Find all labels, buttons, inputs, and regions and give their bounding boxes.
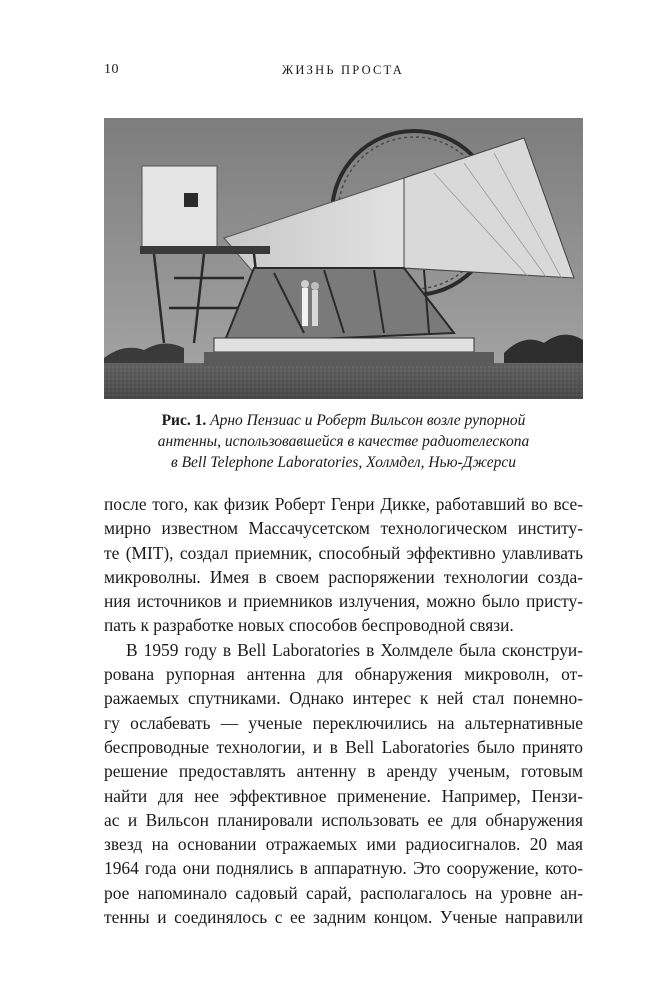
text-line: беспроводные технологии, и в Bell Laboratories было принято bbox=[104, 736, 583, 757]
text-line: 1964 года они поднялись в аппаратную. Это сооружение, кото- bbox=[104, 858, 583, 879]
text-line: В 1959 году в Bell Laboratories в Холмделе была сконструи- bbox=[126, 639, 583, 660]
text-line: решение предоставлять антенну в аренду ученым, готовым bbox=[104, 761, 583, 782]
running-title: ЖИЗНЬ ПРОСТА bbox=[282, 63, 404, 77]
caption-line bbox=[104, 410, 583, 431]
page-number: 10 bbox=[104, 62, 119, 77]
text-line: после того, как физик Роберт Генри Дикке, работавший во все- bbox=[104, 494, 583, 514]
caption-label: Рис. 1. bbox=[161, 412, 207, 429]
figure-caption bbox=[104, 410, 583, 473]
text-line: гу ослабевать — ученые переключились на альтернативные bbox=[104, 712, 583, 733]
caption-text: Арно Пензиас и Роберт Вильсон возле рупорной bbox=[210, 412, 526, 429]
text-line: микроволны. Имея в своем распоряжении технологии созда- bbox=[104, 566, 583, 587]
text-line: найти для нее эффективное применение. Например, Пензи- bbox=[104, 785, 583, 806]
text-line: ния источников и приемников излучения, можно было присту- bbox=[104, 591, 583, 612]
caption-line: антенны, использовавшейся в качестве радиотелескопа bbox=[157, 433, 530, 450]
text-line: ражаемых спутниками. Однако интерес к ней стал понемно- bbox=[104, 688, 583, 709]
figure-photo bbox=[104, 118, 583, 399]
text-line: тенны и соединялось с ее задним концом. Ученые направили bbox=[104, 907, 583, 928]
text-line: мирно известном Массачусетском технологическом институ- bbox=[104, 518, 583, 539]
text-line: те (MIT), создал приемник, способный эффективно улавливать bbox=[104, 542, 583, 563]
caption-line: в Bell Telephone Laboratories, Холмдел, Нью-Джерси bbox=[170, 454, 517, 471]
page-header bbox=[104, 62, 582, 82]
horn-antenna-photo bbox=[104, 118, 583, 399]
text-line: ас и Вильсон планировали использовать ее для обнаружения bbox=[104, 809, 583, 830]
text-line: пать к разработке новых способов беспроводной связи. bbox=[104, 615, 514, 636]
text-line: рое напоминало садовый сарай, располагалось на уровне ан- bbox=[104, 882, 583, 903]
text-line: звезд на основании отражаемых ими радиосигналов. 20 мая bbox=[104, 834, 583, 855]
body-text bbox=[104, 492, 583, 929]
text-line: рована рупорная антенна для обнаружения микроволн, от- bbox=[104, 664, 583, 685]
